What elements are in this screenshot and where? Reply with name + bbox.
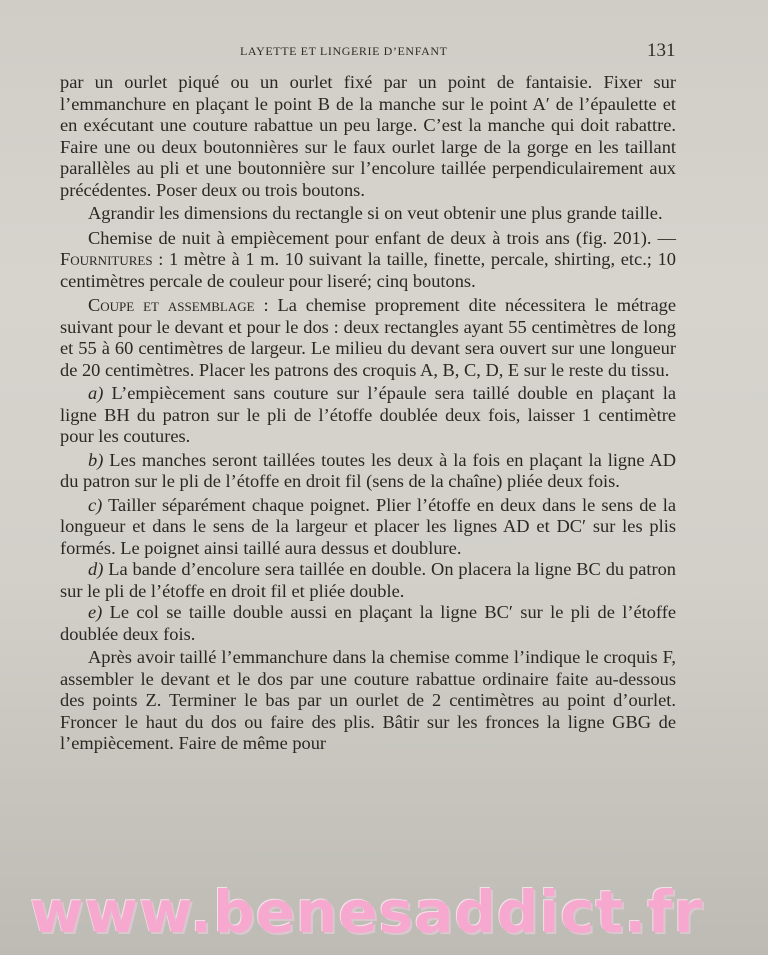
- cutting-label: Coupe et assemblage: [88, 295, 255, 315]
- item-text: La bande d’encolure sera taillée en double. On placera la ligne BC du patron sur le pli de l’étoffe en droit fil et pliée double.: [60, 559, 676, 601]
- running-header: [0, 40, 768, 64]
- paragraph-assembly: Après avoir taillé l’emmanchure dans la chemise comme l’indique le croquis F, assembler le devant et le dos par une couture rabattue ordinaire faite au-dessous des points Z. Terminer le bas par un ourlet de 2 centimètres au point d’ourlet. Froncer le haut du dos ou faire des plis. Bâtir sur les fronces la ligne GBG de l’empiècement. Faire de même pour: [60, 647, 676, 753]
- item-text: L’empiècement sans couture sur l’épaule sera taillé double en plaçant la ligne BH du patron sur le pli de l’étoffe doublée deux fois, laisser 1 centimètre pour les coutures.: [60, 383, 676, 446]
- supplies-text: : 1 mètre à 1 m. 10 suivant la taille, finette, percale, shirting, etc.; 10 centimètres percale de couleur pour liseré; cinq boutons.: [60, 249, 676, 291]
- running-title: LAYETTE ET LINGERIE D’ENFANT: [240, 44, 448, 58]
- item-letter: a): [88, 383, 104, 403]
- figure-reference: (fig. 201). —: [569, 227, 676, 248]
- page-number: 131: [647, 40, 676, 61]
- paragraph-enlarge: Agrandir les dimensions du rectangle si on veut obtenir une plus grande taille.: [88, 203, 663, 223]
- paragraph-continuation: par un ourlet piqué ou un ourlet fixé par un point de fantaisie. Fixer sur l’emmanchure en plaçant le point B de la manche sur le point A′ de l’épaulette et en exécutant une couture rabattue un peu large. C’est la manche qui doit rabattre. Faire une ou deux boutonnières sur le faux ourlet large de la gorge en les taillant parallèles au pli et une boutonnière sur l’encolure taillée perpendiculairement aux précédentes. Poser deux ou trois boutons.: [60, 72, 676, 200]
- paragraph-cutting: [60, 295, 676, 381]
- item-text: Les manches seront taillées toutes les deux à la fois en plaçant la ligne AD du patron sur le pli de l’étoffe en droit fil (sens de la chaîne) pliée deux fois.: [60, 449, 676, 491]
- item-text: Le col se taille double aussi en plaçant la ligne BC′ sur le pli de l’étoffe doublée deux fois.: [60, 602, 676, 644]
- list-item-a: [60, 383, 676, 448]
- list-item-b: [60, 450, 676, 493]
- supplies-label: Fournitures: [60, 249, 153, 269]
- item-text: Tailler séparément chaque poignet. Plier l’étoffe en deux dans le sens de la longueur et dans le sens de la largeur et placer les lignes AD et DC′ sur les plis formés. Le poignet ainsi taillé aura dessus et doublure.: [60, 494, 676, 558]
- list-item-d: [60, 559, 676, 602]
- paragraph-supplies: [60, 228, 676, 293]
- watermark: www.benesaddict.fr: [30, 878, 704, 946]
- body-text: [60, 72, 676, 755]
- item-letter: d): [88, 559, 104, 579]
- cutting-text: : La chemise proprement dite nécessitera le métrage suivant pour le devant et pour le dos : deux rectangles ayant 55 centimètres de long et 55 à 60 centimètres de largeur. Le milieu du devant sera ouvert sur une longueur de 20 centimètres. Placer les patrons des croquis A, B, C, D, E sur le reste du tissu.: [60, 295, 676, 380]
- item-letter: b): [88, 449, 104, 470]
- list-item-e: [60, 602, 676, 645]
- section-title: Chemise de nuit à empiècement pour enfant de deux à trois ans: [88, 227, 570, 248]
- item-letter: e): [88, 602, 103, 622]
- item-letter: c): [88, 494, 103, 515]
- list-item-c: [60, 495, 676, 560]
